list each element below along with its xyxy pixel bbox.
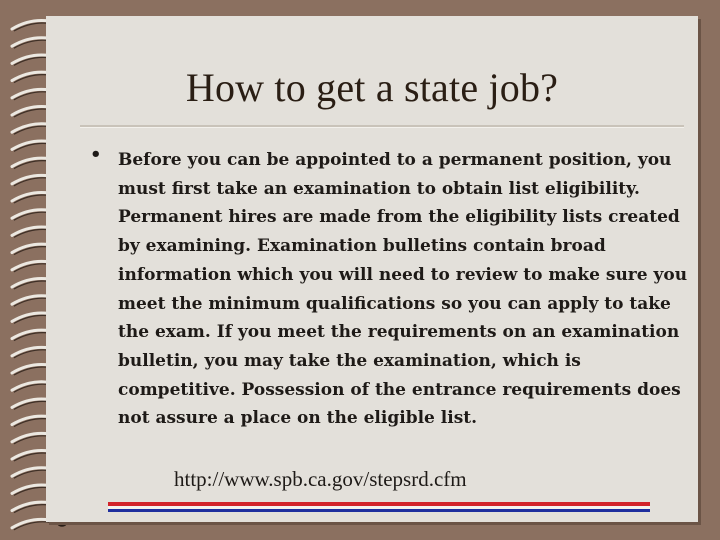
slide-title: How to get a state job? (185, 65, 559, 110)
blue-stripe (108, 509, 650, 512)
source-url[interactable]: http://www.spb.ca.gov/stepsrd.cfm (174, 467, 467, 491)
title-divider (80, 125, 684, 128)
bullet-text: Before you can be appointed to a permanent position, you must first take an examination to obtain list eligibility. Permanent hires are made from the eligibility lists created by examining. Examination bulletins contain broad information which you will need to review to make sure you meet the minimum qualifications so you can apply to take the exam. If you meet the requirements on an examination bulletin, you may take the examination, which is competitive. Possession of the entrance requirements does not assure a place on the eligible list. (118, 150, 688, 429)
bullet-marker: • (90, 144, 102, 165)
slide-page (46, 16, 698, 522)
